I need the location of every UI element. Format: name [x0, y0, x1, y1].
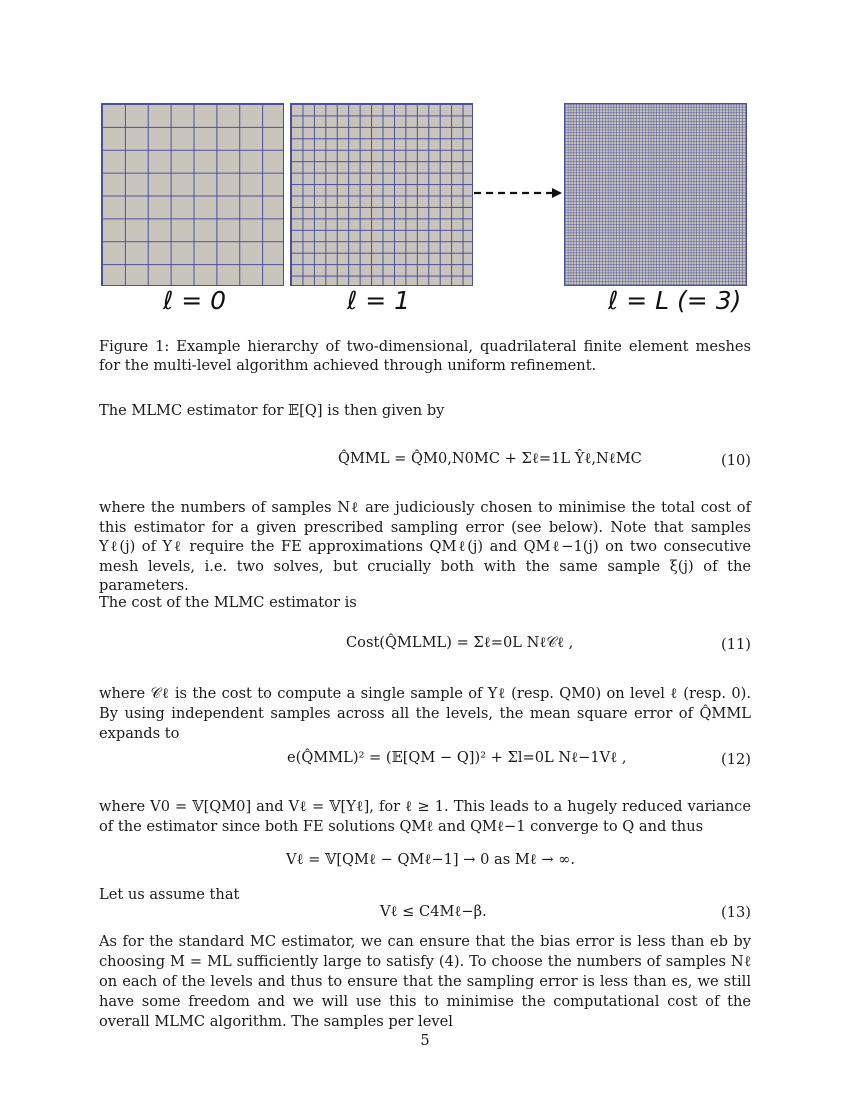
paragraph-bias-error: As for the standard MC estimator, we can ensure that the bias error is less than eb by choosing M = ML sufficiently large to satisfy (4). To choose the numbers of samples Nℓ on each of the levels and thus to ensure that the sampling error is less than es, we still have some freedom and we will use this to minimise the computational cost of the overall MLMC algorithm. The samples per level	[99, 933, 751, 1030]
mesh-label-0: ℓ = 0	[163, 286, 227, 315]
page-number: 5	[420, 1032, 430, 1049]
paragraph-variance: where V0 = 𝕍[QM0] and Vℓ = 𝕍[Yℓ], for ℓ ≥ 1. This leads to a hugely reduced variance of the estimator since both FE solutions QMℓ and QMℓ−1 converge to Q and thus	[99, 798, 751, 835]
mesh-level-1	[290, 103, 473, 286]
mesh-label-1: ℓ = 1	[347, 286, 411, 315]
equation-number-11: (11)	[721, 636, 751, 653]
equation-number-10: (10)	[721, 452, 751, 469]
equation-10: Q̂MML = Q̂M0,N0MC + Σℓ=1L Ŷℓ,NℓMC	[338, 450, 642, 467]
equation-number-12: (12)	[721, 751, 751, 768]
figure-caption: Figure 1: Example hierarchy of two-dimensional, quadrilateral finite element meshes for the multi-level algorithm achieved through uniform refinement.	[99, 338, 751, 374]
equation-12: e(Q̂MML)² = (𝔼[QM − Q])² + Σl=0L Nℓ−1Vℓ ,	[287, 749, 627, 766]
mesh-level-L	[564, 103, 747, 286]
equation-number-13: (13)	[721, 904, 751, 921]
paragraph-cost-definition: where 𝒞ℓ is the cost to compute a single sample of Yℓ (resp. QM0) on level ℓ (resp. 0). By using independent samples across all the levels, the mean square error of Q̂MML expands to	[99, 685, 751, 742]
equation-convergence: Vℓ = 𝕍[QMℓ − QMℓ−1] → 0 as Mℓ → ∞.	[286, 851, 576, 868]
mesh-label-L: ℓ = L (= 3)	[608, 286, 742, 315]
paragraph-mlmc-intro: The MLMC estimator for 𝔼[Q] is then given by	[99, 402, 445, 419]
paragraph-assumption: Let us assume that	[99, 886, 240, 903]
equation-13: Vℓ ≤ C4Mℓ−β.	[380, 903, 487, 920]
refinement-arrow-icon	[472, 185, 564, 201]
mesh-level-0	[101, 103, 284, 286]
equation-11: Cost(Q̂MLML) = Σℓ=0L Nℓ𝒞ℓ ,	[346, 634, 574, 651]
paragraph-cost-intro: The cost of the MLMC estimator is	[99, 594, 357, 611]
paragraph-samples: where the numbers of samples Nℓ are judiciously chosen to minimise the total cost of this estimator for a given prescribed sampling error (see below). Note that samples Yℓ(j) of Yℓ require the FE approximations QMℓ(j) and QMℓ−1(j) on two consecutive mesh levels, i.e. two solves, but crucially both with the same sample ξ(j) of the parameters.	[99, 499, 751, 594]
